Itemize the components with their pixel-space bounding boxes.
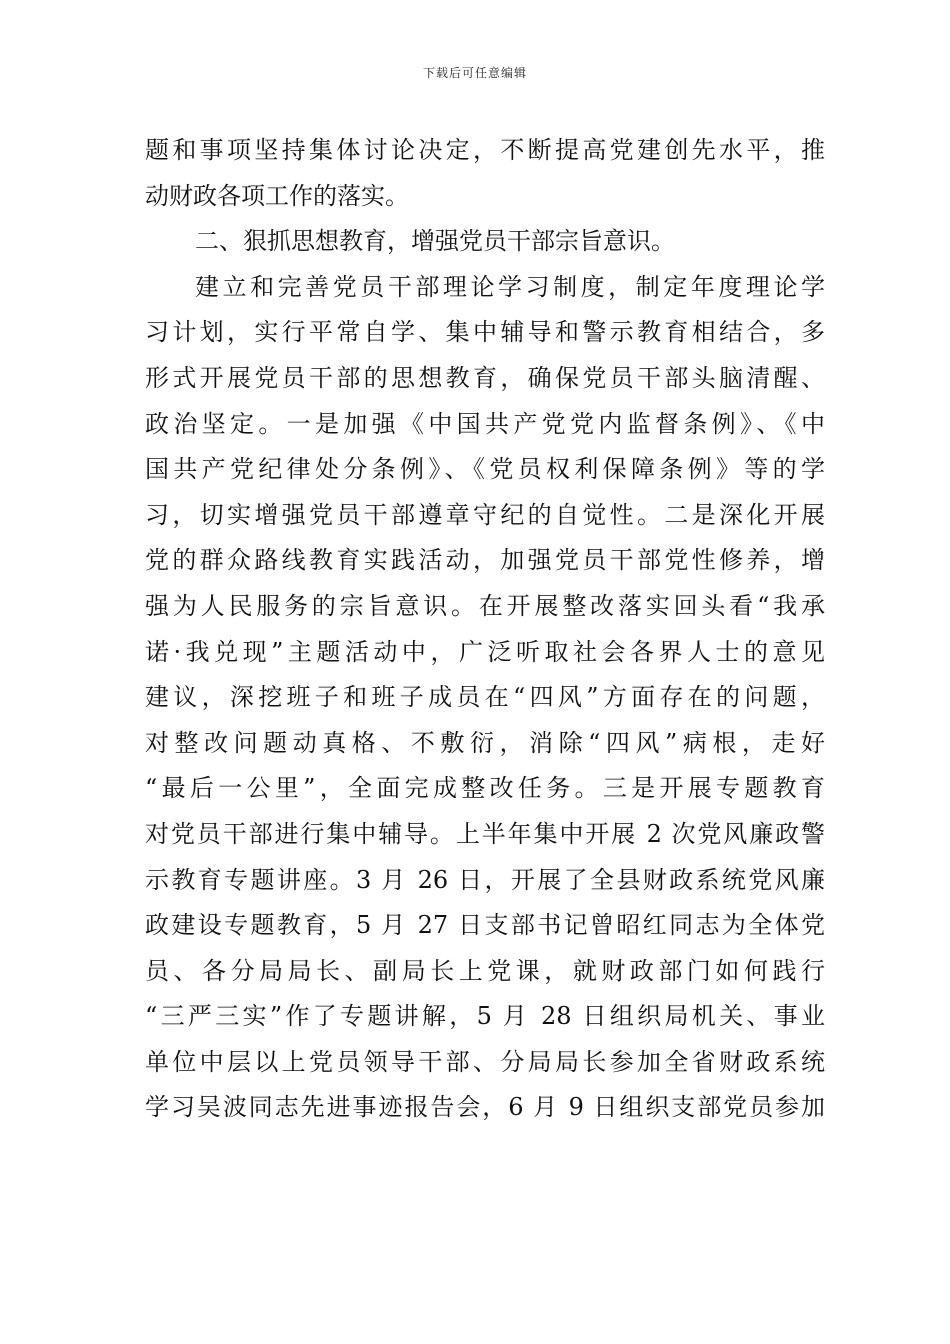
text-line: 国共产党纪律处分条例》、《党员权利保障条例》等的学 [145,455,825,484]
text-line: “三严三实”作了专题讲解，5 月 28 日组织局机关、事业 [145,1002,825,1031]
text-line: 学习吴波同志先进事迹报告会，6 月 9 日组织支部党员参加 [145,1093,825,1122]
text-line: “最后一公里”，全面完成整改任务。三是开展专题教育 [145,774,825,803]
text-line: 习，切实增强党员干部遵章守纪的自觉性。二是深化开展 [145,500,825,529]
text-line: 建议，深挖班子和班子成员在“四风”方面存在的问题， [145,683,825,712]
text-line: 示教育专题讲座。3 月 26 日，开展了全县财政系统党风廉 [145,865,825,894]
body-text [145,128,825,1131]
text-line: 诺·我兑现”主题活动中，广泛听取社会各界人士的意见 [145,637,825,666]
text-line: 习计划，实行平常自学、集中辅导和警示教育相结合，多 [145,318,825,347]
text-line: 对党员干部进行集中辅导。上半年集中开展 2 次党风廉政警 [145,819,825,848]
text-line: 对整改问题动真格、不敷衍，消除“四风”病根，走好 [145,728,825,757]
text-line: 建立和完善党员干部理论学习制度，制定年度理论学 [195,272,825,301]
text-line: 政治坚定。一是加强《中国共产党党内监督条例》、《中 [145,409,825,438]
text-line: 题和事项坚持集体讨论决定，不断提高党建创先水平，推 [145,136,825,164]
page-header: 下载后可任意编辑 [422,66,527,80]
text-line: 强为人民服务的宗旨意识。在开展整改落实回头看“我承 [145,591,825,620]
text-line: 员、各分局局长、副局长上党课，就财政部门如何践行 [145,956,825,985]
text-line: 单位中层以上党员领导干部、分局局长参加全省财政系统 [145,1047,825,1076]
text-line: 动财政各项工作的落实。 [145,181,409,210]
text-line: 党的群众路线教育实践活动，加强党员干部党性修养，增 [145,546,825,575]
text-line: 政建设专题教育，5 月 27 日支部书记曾昭红同志为全体党 [145,911,825,940]
section-heading: 二、狠抓思想教育，增强党员干部宗旨意识。 [195,227,675,256]
text-line: 形式开展党员干部的思想教育，确保党员干部头脑清醒、 [145,363,825,392]
